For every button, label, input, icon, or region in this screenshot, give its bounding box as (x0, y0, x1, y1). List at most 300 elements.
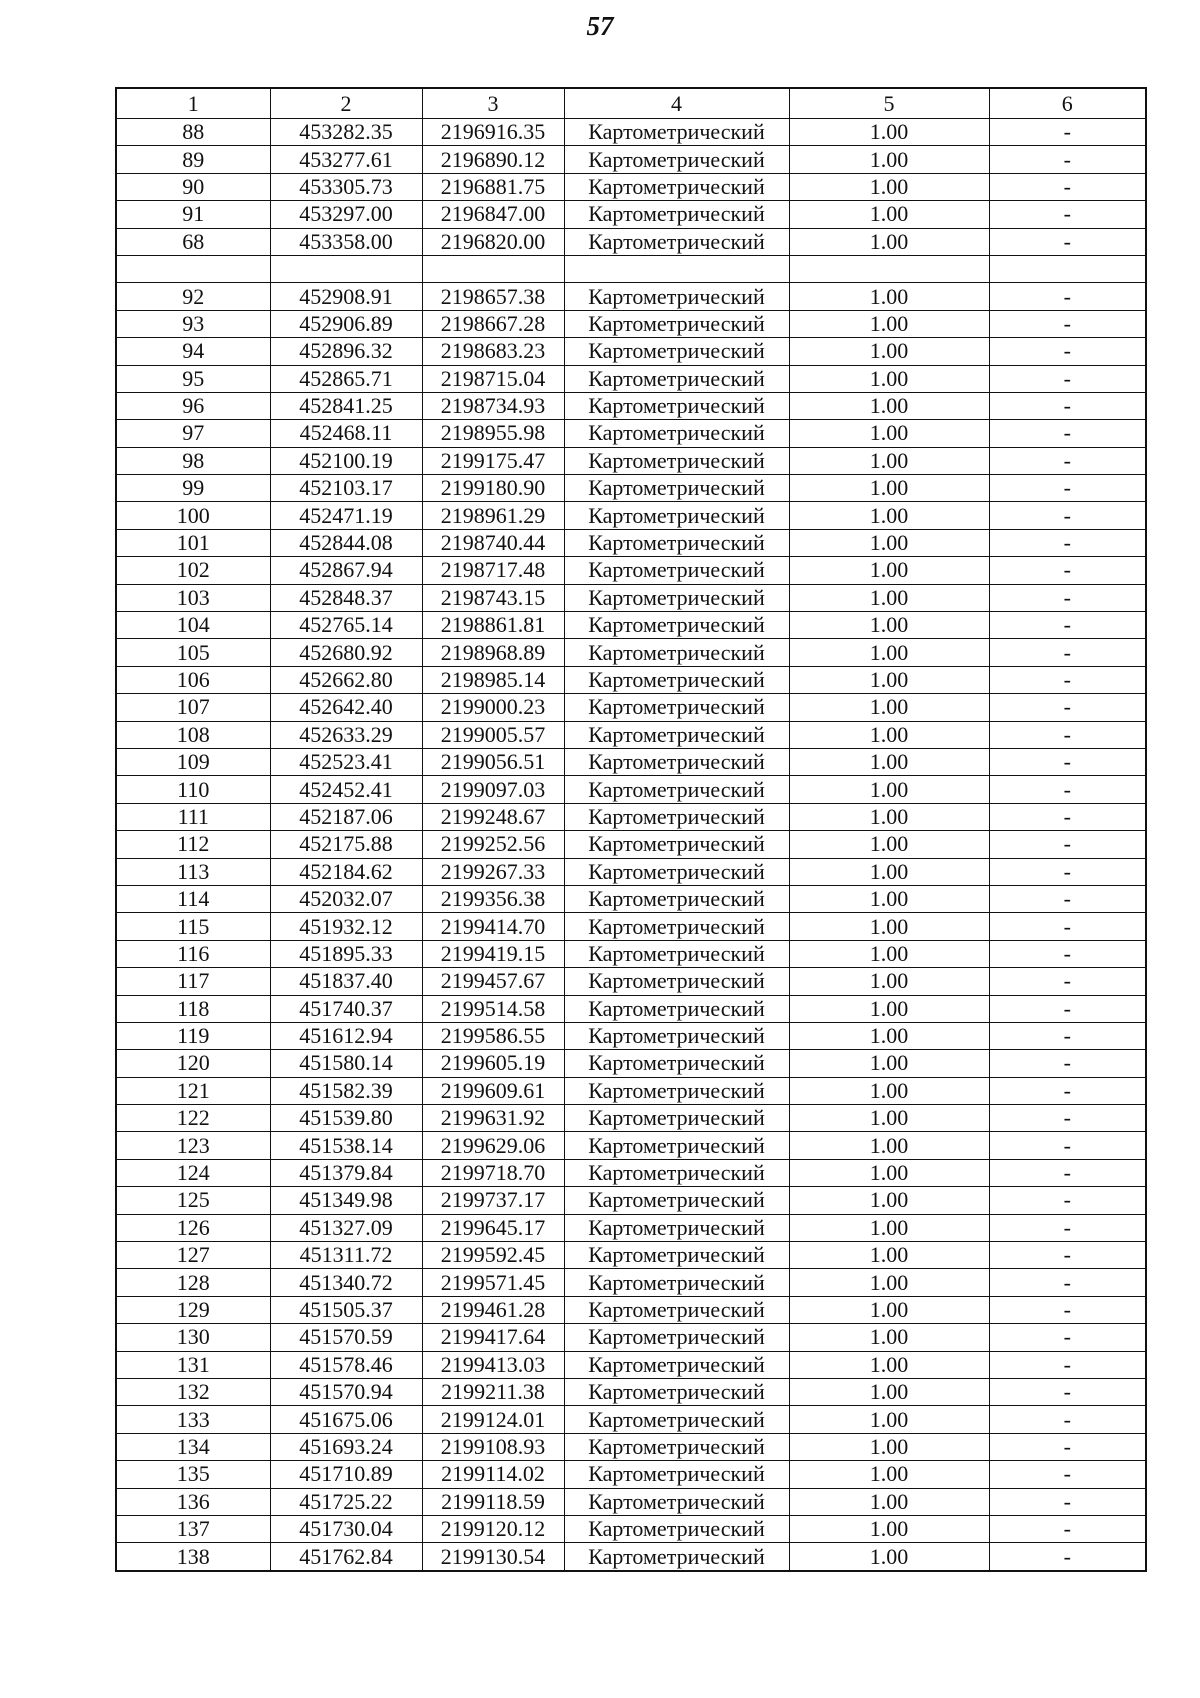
table-row (116, 1159, 1146, 1186)
cell-y: 2199005.57 (422, 721, 564, 748)
cell-y: 2196916.35 (422, 119, 564, 146)
cell-accuracy: 1.00 (789, 338, 989, 365)
cell-method: Картометрический (564, 283, 789, 310)
table-row (116, 612, 1146, 639)
cell-method: Картометрический (564, 748, 789, 775)
table-row (116, 119, 1146, 146)
table-row (116, 1214, 1146, 1241)
cell-accuracy: 1.00 (789, 1461, 989, 1488)
cell-point-number: 101 (116, 529, 270, 556)
cell-accuracy: 1.00 (789, 666, 989, 693)
cell-point-number: 103 (116, 584, 270, 611)
table-row (116, 392, 1146, 419)
cell-accuracy: 1.00 (789, 1324, 989, 1351)
cell-description: - (989, 694, 1146, 721)
cell-point-number: 116 (116, 940, 270, 967)
cell-x: 451730.04 (270, 1515, 422, 1542)
cell-description: - (989, 721, 1146, 748)
table-body (116, 88, 1146, 1571)
page-number: 57 (586, 11, 614, 41)
cell-x: 451740.37 (270, 995, 422, 1022)
table-row (116, 557, 1146, 584)
table-row (116, 666, 1146, 693)
cell-x: 452452.41 (270, 776, 422, 803)
cell-description: - (989, 1105, 1146, 1132)
cell-accuracy: 1.00 (789, 1022, 989, 1049)
table-row (116, 1022, 1146, 1049)
cell-x: 452908.91 (270, 283, 422, 310)
cell-point-number: 102 (116, 557, 270, 584)
cell-point-number: 137 (116, 1515, 270, 1542)
cell-description: - (989, 639, 1146, 666)
cell-x: 451379.84 (270, 1159, 422, 1186)
cell-accuracy: 1.00 (789, 201, 989, 228)
cell-accuracy: 1.00 (789, 831, 989, 858)
cell-description: - (989, 1050, 1146, 1077)
table-row (116, 968, 1146, 995)
cell-y: 2199718.70 (422, 1159, 564, 1186)
cell-accuracy: 1.00 (789, 1269, 989, 1296)
cell-method: Картометрический (564, 1543, 789, 1571)
cell-description: - (989, 1187, 1146, 1214)
table-row (116, 1242, 1146, 1269)
cell-method: Картометрический (564, 776, 789, 803)
cell-accuracy: 1.00 (789, 803, 989, 830)
table-row (116, 776, 1146, 803)
cell-accuracy: 1.00 (789, 557, 989, 584)
cell-description: - (989, 475, 1146, 502)
cell-accuracy: 1.00 (789, 1351, 989, 1378)
cell-x: 451612.94 (270, 1022, 422, 1049)
cell-method: Картометрический (564, 1187, 789, 1214)
table-row (116, 639, 1146, 666)
cell-accuracy: 1.00 (789, 612, 989, 639)
cell-method: Картометрический (564, 1214, 789, 1241)
cell-accuracy: 1.00 (789, 1378, 989, 1405)
cell-point-number: 132 (116, 1378, 270, 1405)
cell-x: 452103.17 (270, 475, 422, 502)
cell-description: - (989, 283, 1146, 310)
table-row (116, 1296, 1146, 1323)
cell-description: - (989, 1132, 1146, 1159)
cell-x: 451505.37 (270, 1296, 422, 1323)
cell-accuracy: 1.00 (789, 1543, 989, 1571)
table-row (116, 447, 1146, 474)
cell-y: 2199631.92 (422, 1105, 564, 1132)
table-row (116, 1132, 1146, 1159)
cell-method: Картометрический (564, 995, 789, 1022)
cell-method: Картометрический (564, 940, 789, 967)
cell-point-number: 97 (116, 420, 270, 447)
cell-point-number: 136 (116, 1488, 270, 1515)
cell-y: 2199645.17 (422, 1214, 564, 1241)
cell-y: 2199629.06 (422, 1132, 564, 1159)
cell-point-number: 117 (116, 968, 270, 995)
cell-accuracy: 1.00 (789, 420, 989, 447)
cell-y: 2199267.33 (422, 858, 564, 885)
cell-description: - (989, 392, 1146, 419)
cell-y: 2199124.01 (422, 1406, 564, 1433)
cell-point-number: 130 (116, 1324, 270, 1351)
cell-point-number: 135 (116, 1461, 270, 1488)
cell-y: 2199457.67 (422, 968, 564, 995)
cell-x: 451539.80 (270, 1105, 422, 1132)
cell-y: 2199114.02 (422, 1461, 564, 1488)
table-row (116, 1378, 1146, 1405)
table-row (116, 1351, 1146, 1378)
cell-y: 2199108.93 (422, 1433, 564, 1460)
cell-method: Картометрический (564, 858, 789, 885)
cell-description: - (989, 447, 1146, 474)
cell-accuracy: 1.00 (789, 721, 989, 748)
cell-point-number: 91 (116, 201, 270, 228)
cell-x: 452642.40 (270, 694, 422, 721)
cell-point-number: 110 (116, 776, 270, 803)
cell-point-number: 93 (116, 310, 270, 337)
cell-point-number: 129 (116, 1296, 270, 1323)
cell-point-number: 122 (116, 1105, 270, 1132)
cell-description: - (989, 338, 1146, 365)
table-row (116, 420, 1146, 447)
cell-y: 2199248.67 (422, 803, 564, 830)
cell-y: 2199056.51 (422, 748, 564, 775)
cell-accuracy: 1.00 (789, 1488, 989, 1515)
cell-x: 452848.37 (270, 584, 422, 611)
cell-point-number: 112 (116, 831, 270, 858)
cell-method: Картометрический (564, 968, 789, 995)
cell-x: 451311.72 (270, 1242, 422, 1269)
cell-y (422, 255, 564, 282)
cell-method: Картометрический (564, 1105, 789, 1132)
cell-accuracy: 1.00 (789, 1050, 989, 1077)
cell-accuracy: 1.00 (789, 748, 989, 775)
cell-description: - (989, 940, 1146, 967)
cell-point-number: 125 (116, 1187, 270, 1214)
cell-x: 452100.19 (270, 447, 422, 474)
cell-accuracy: 1.00 (789, 968, 989, 995)
cell-y: 2198985.14 (422, 666, 564, 693)
cell-accuracy: 1.00 (789, 283, 989, 310)
cell-point-number: 121 (116, 1077, 270, 1104)
cell-accuracy: 1.00 (789, 1214, 989, 1241)
cell-method: Картометрический (564, 639, 789, 666)
cell-y: 2196890.12 (422, 146, 564, 173)
cell-accuracy: 1.00 (789, 228, 989, 255)
table-row (116, 995, 1146, 1022)
cell-method: Картометрический (564, 1488, 789, 1515)
cell-point-number: 118 (116, 995, 270, 1022)
cell-point-number: 111 (116, 803, 270, 830)
table-row (116, 584, 1146, 611)
cell-point-number: 88 (116, 119, 270, 146)
cell-point-number: 119 (116, 1022, 270, 1049)
table-row (116, 1050, 1146, 1077)
cell-x: 452765.14 (270, 612, 422, 639)
cell-x: 453282.35 (270, 119, 422, 146)
cell-accuracy: 1.00 (789, 365, 989, 392)
cell-accuracy: 1.00 (789, 173, 989, 200)
cell-description: - (989, 420, 1146, 447)
cell-x: 453277.61 (270, 146, 422, 173)
cell-description (989, 255, 1146, 282)
header-cell-accuracy: 5 (789, 88, 989, 119)
cell-description: - (989, 1406, 1146, 1433)
cell-method: Картометрический (564, 1296, 789, 1323)
cell-point-number: 113 (116, 858, 270, 885)
cell-x: 452471.19 (270, 502, 422, 529)
table-row (116, 1461, 1146, 1488)
cell-x: 452633.29 (270, 721, 422, 748)
cell-description: - (989, 173, 1146, 200)
cell-description: - (989, 1461, 1146, 1488)
cell-y: 2196847.00 (422, 201, 564, 228)
cell-description: - (989, 146, 1146, 173)
cell-y: 2198667.28 (422, 310, 564, 337)
table-row (116, 228, 1146, 255)
table-row (116, 1324, 1146, 1351)
cell-description: - (989, 1296, 1146, 1323)
cell-description: - (989, 803, 1146, 830)
cell-point-number: 108 (116, 721, 270, 748)
cell-method: Картометрический (564, 694, 789, 721)
cell-description: - (989, 529, 1146, 556)
cell-description: - (989, 502, 1146, 529)
cell-accuracy: 1.00 (789, 119, 989, 146)
cell-point-number (116, 255, 270, 282)
table-row (116, 721, 1146, 748)
cell-method: Картометрический (564, 1351, 789, 1378)
cell-method: Картометрический (564, 502, 789, 529)
cell-y: 2198968.89 (422, 639, 564, 666)
cell-x: 453305.73 (270, 173, 422, 200)
cell-description: - (989, 1488, 1146, 1515)
cell-accuracy: 1.00 (789, 885, 989, 912)
cell-x: 452680.92 (270, 639, 422, 666)
cell-y: 2199461.28 (422, 1296, 564, 1323)
table-row (116, 940, 1146, 967)
cell-description: - (989, 584, 1146, 611)
cell-y: 2199419.15 (422, 940, 564, 967)
cell-method: Картометрический (564, 228, 789, 255)
cell-point-number: 98 (116, 447, 270, 474)
cell-description: - (989, 1214, 1146, 1241)
cell-x: 451578.46 (270, 1351, 422, 1378)
cell-y: 2198683.23 (422, 338, 564, 365)
cell-y: 2199175.47 (422, 447, 564, 474)
cell-method: Картометрический (564, 365, 789, 392)
table-row (116, 173, 1146, 200)
table-row (116, 858, 1146, 885)
cell-accuracy: 1.00 (789, 1406, 989, 1433)
cell-y: 2198715.04 (422, 365, 564, 392)
cell-description: - (989, 365, 1146, 392)
cell-x: 451932.12 (270, 913, 422, 940)
cell-description: - (989, 995, 1146, 1022)
cell-point-number: 95 (116, 365, 270, 392)
cell-x: 452523.41 (270, 748, 422, 775)
coordinates-table (115, 87, 1147, 1572)
cell-x: 452662.80 (270, 666, 422, 693)
cell-point-number: 89 (116, 146, 270, 173)
header-cell-method: 4 (564, 88, 789, 119)
cell-method: Картометрический (564, 1132, 789, 1159)
cell-description: - (989, 666, 1146, 693)
cell-description: - (989, 748, 1146, 775)
cell-point-number: 106 (116, 666, 270, 693)
cell-x: 451570.59 (270, 1324, 422, 1351)
table-row (116, 1543, 1146, 1571)
cell-point-number: 92 (116, 283, 270, 310)
cell-point-number: 128 (116, 1269, 270, 1296)
cell-method: Картометрический (564, 1406, 789, 1433)
cell-method: Картометрический (564, 119, 789, 146)
cell-accuracy: 1.00 (789, 475, 989, 502)
header-cell-x: 2 (270, 88, 422, 119)
cell-description: - (989, 885, 1146, 912)
cell-point-number: 107 (116, 694, 270, 721)
cell-y: 2199414.70 (422, 913, 564, 940)
cell-method: Картометрический (564, 420, 789, 447)
cell-method: Картометрический (564, 146, 789, 173)
cell-accuracy: 1.00 (789, 1077, 989, 1104)
cell-y: 2199737.17 (422, 1187, 564, 1214)
table-row (116, 1105, 1146, 1132)
cell-accuracy (789, 255, 989, 282)
cell-point-number: 90 (116, 173, 270, 200)
table-row (116, 803, 1146, 830)
cell-method: Картометрический (564, 721, 789, 748)
cell-accuracy: 1.00 (789, 1159, 989, 1186)
cell-x: 452906.89 (270, 310, 422, 337)
cell-method: Картометрический (564, 831, 789, 858)
cell-description: - (989, 557, 1146, 584)
cell-method: Картометрический (564, 1159, 789, 1186)
cell-x: 452867.94 (270, 557, 422, 584)
cell-method: Картометрический (564, 173, 789, 200)
table-row (116, 748, 1146, 775)
cell-description: - (989, 831, 1146, 858)
cell-accuracy: 1.00 (789, 1242, 989, 1269)
cell-accuracy: 1.00 (789, 1433, 989, 1460)
cell-description: - (989, 1324, 1146, 1351)
cell-accuracy: 1.00 (789, 1187, 989, 1214)
cell-x: 453358.00 (270, 228, 422, 255)
table-row (116, 502, 1146, 529)
table-row (116, 365, 1146, 392)
cell-point-number: 123 (116, 1132, 270, 1159)
table-row (116, 283, 1146, 310)
table-row (116, 694, 1146, 721)
cell-method: Картометрический (564, 557, 789, 584)
cell-y: 2199097.03 (422, 776, 564, 803)
cell-method: Картометрический (564, 201, 789, 228)
cell-method: Картометрический (564, 529, 789, 556)
cell-method: Картометрический (564, 1515, 789, 1542)
cell-x: 451349.98 (270, 1187, 422, 1214)
cell-method: Картометрический (564, 1461, 789, 1488)
cell-y: 2199252.56 (422, 831, 564, 858)
cell-x: 451340.72 (270, 1269, 422, 1296)
table-row (116, 1077, 1146, 1104)
cell-y: 2199356.38 (422, 885, 564, 912)
cell-y: 2199120.12 (422, 1515, 564, 1542)
cell-point-number: 134 (116, 1433, 270, 1460)
cell-x: 452175.88 (270, 831, 422, 858)
cell-method: Картометрический (564, 447, 789, 474)
table-row (116, 338, 1146, 365)
cell-y: 2199413.03 (422, 1351, 564, 1378)
cell-point-number: 124 (116, 1159, 270, 1186)
cell-method: Картометрический (564, 584, 789, 611)
cell-description: - (989, 119, 1146, 146)
cell-x: 452896.32 (270, 338, 422, 365)
cell-y: 2199180.90 (422, 475, 564, 502)
table-row (116, 1269, 1146, 1296)
cell-point-number: 96 (116, 392, 270, 419)
cell-x: 451580.14 (270, 1050, 422, 1077)
cell-x: 451762.84 (270, 1543, 422, 1571)
table-row (116, 529, 1146, 556)
cell-accuracy: 1.00 (789, 995, 989, 1022)
cell-y: 2199514.58 (422, 995, 564, 1022)
cell-y: 2198657.38 (422, 283, 564, 310)
cell-description: - (989, 1543, 1146, 1571)
header-cell-y: 3 (422, 88, 564, 119)
cell-accuracy: 1.00 (789, 639, 989, 666)
cell-description: - (989, 228, 1146, 255)
cell-x: 452184.62 (270, 858, 422, 885)
cell-x: 451582.39 (270, 1077, 422, 1104)
cell-method: Картометрический (564, 1050, 789, 1077)
cell-description: - (989, 1242, 1146, 1269)
cell-method: Картометрический (564, 338, 789, 365)
cell-description: - (989, 1378, 1146, 1405)
cell-x (270, 255, 422, 282)
cell-y: 2196881.75 (422, 173, 564, 200)
cell-accuracy: 1.00 (789, 776, 989, 803)
cell-point-number: 100 (116, 502, 270, 529)
cell-accuracy: 1.00 (789, 1515, 989, 1542)
table-row (116, 1406, 1146, 1433)
cell-y: 2199211.38 (422, 1378, 564, 1405)
cell-description: - (989, 1269, 1146, 1296)
cell-description: - (989, 612, 1146, 639)
cell-point-number: 105 (116, 639, 270, 666)
cell-accuracy: 1.00 (789, 392, 989, 419)
header-cell-description: 6 (989, 88, 1146, 119)
cell-accuracy: 1.00 (789, 146, 989, 173)
table-row (116, 1515, 1146, 1542)
cell-accuracy: 1.00 (789, 1296, 989, 1323)
cell-x: 451570.94 (270, 1378, 422, 1405)
cell-method: Картометрический (564, 913, 789, 940)
cell-point-number: 68 (116, 228, 270, 255)
cell-method: Картометрический (564, 1269, 789, 1296)
cell-y: 2198740.44 (422, 529, 564, 556)
cell-y: 2199592.45 (422, 1242, 564, 1269)
cell-x: 452187.06 (270, 803, 422, 830)
cell-accuracy: 1.00 (789, 858, 989, 885)
cell-x: 451710.89 (270, 1461, 422, 1488)
cell-point-number: 131 (116, 1351, 270, 1378)
cell-x: 451327.09 (270, 1214, 422, 1241)
cell-x: 452844.08 (270, 529, 422, 556)
cell-x: 452841.25 (270, 392, 422, 419)
cell-method: Картометрический (564, 1324, 789, 1351)
cell-description: - (989, 1433, 1146, 1460)
cell-y: 2199118.59 (422, 1488, 564, 1515)
cell-x: 451675.06 (270, 1406, 422, 1433)
